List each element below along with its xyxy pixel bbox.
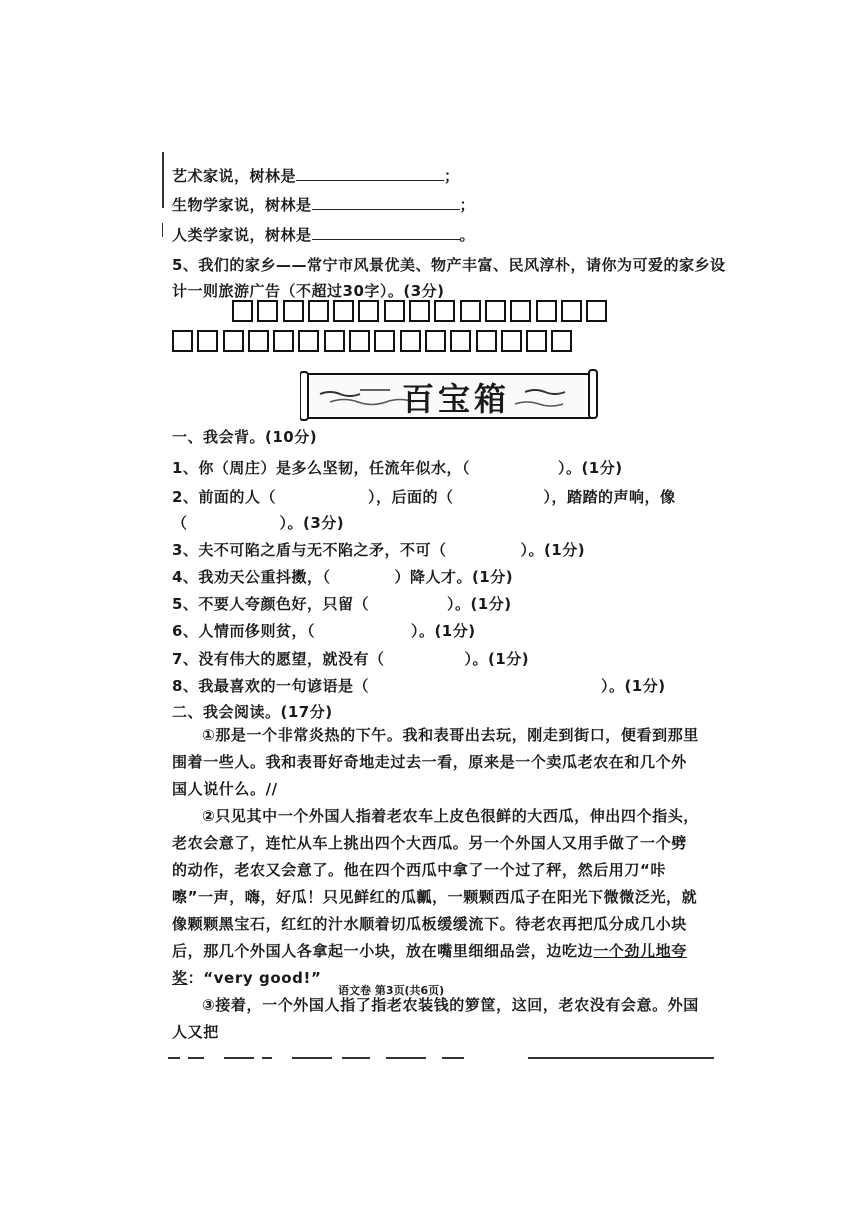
answer-box[interactable]	[283, 300, 304, 322]
q5-line1: 5、我们的家乡——常宁市风景优美、物产丰富、民风淳朴，请你为可爱的家乡设	[172, 256, 726, 274]
answer-box[interactable]	[257, 300, 278, 322]
answer-box[interactable]	[197, 330, 218, 352]
scan-dash	[292, 1057, 332, 1059]
passage-paragraph-1: ①那是一个非常炎热的下午。我和表哥出去玩，刚走到街口，便看到那里围着一些人。我和表哥好奇地走过去一看，原来是一个卖瓜老农在和几个外国人说什么。//	[172, 726, 699, 798]
answer-box[interactable]	[232, 300, 253, 322]
scan-dash	[168, 1057, 180, 1059]
scan-dash	[224, 1057, 254, 1059]
answer-box[interactable]	[551, 330, 572, 352]
fill-line-artist: 艺术家说，树林是 ；	[172, 167, 460, 185]
section1-heading: 一、我会背。(10分)	[172, 428, 318, 446]
answer-box[interactable]	[358, 300, 379, 322]
treasure-box-banner	[300, 368, 598, 422]
recite-item-8: 8、我最喜欢的一句谚语是（ ）。(1分)	[172, 677, 666, 695]
answer-box[interactable]	[384, 300, 405, 322]
scan-dash	[188, 1057, 204, 1059]
fill-line-anthropologist: 人类学家说，树林是 。	[172, 226, 476, 244]
answer-box[interactable]	[248, 330, 269, 352]
section2-heading: 二、我会阅读。(17分)	[172, 703, 333, 721]
answer-box-row-2	[172, 330, 572, 352]
answer-box[interactable]	[273, 330, 294, 352]
scan-dash	[528, 1057, 714, 1059]
margin-bar	[162, 152, 164, 208]
fill-line-biologist: 生物学家说，树林是 ；	[172, 196, 476, 214]
q5-line2: 计一则旅游广告（不超过30字）。(3分)	[172, 282, 445, 300]
answer-box[interactable]	[460, 300, 481, 322]
answer-box[interactable]	[400, 330, 421, 352]
answer-box[interactable]	[374, 330, 395, 352]
answer-box[interactable]	[536, 300, 557, 322]
answer-box[interactable]	[485, 300, 506, 322]
scan-dash	[262, 1057, 272, 1059]
scan-dash	[342, 1057, 370, 1059]
scan-dash	[442, 1057, 464, 1059]
answer-box[interactable]	[434, 300, 455, 322]
answer-box[interactable]	[223, 330, 244, 352]
recite-item-4: 4、我劝天公重抖擞，（ ）降人才。(1分)	[172, 568, 514, 586]
answer-box[interactable]	[333, 300, 354, 322]
margin-bar-short	[162, 223, 163, 237]
answer-box[interactable]	[425, 330, 446, 352]
passage-paragraph-2: ②只见其中一个外国人指着老农车上皮色很鲜的大西瓜，伸出四个指头，老农会意了，连忙从车上挑出四个大西瓜。另一个外国人又用手做了一个劈的动作，老农又会意了。他在四个西瓜中拿了一个过了秤，然后用刀“咔嚓”一声，嗨，好瓜！只见鲜红的瓜瓤，一颗颗西瓜子在阳光下微微泛光，就像颗颗黑宝石，红红的汁水顺着切瓜板缓缓流下。待老农再把瓜分成几小块后，那几个外国人各拿起一小块，放在嘴里细细品尝，边吃边一个劲儿地夸奖：“very good!”	[172, 807, 699, 987]
answer-box[interactable]	[349, 330, 370, 352]
answer-box[interactable]	[561, 300, 582, 322]
recite-item-1: 1、你（周庄）是多么坚韧，任流年似水，（ ）。(1分)	[172, 459, 623, 477]
scan-dash	[386, 1057, 426, 1059]
recite-item-5: 5、不要人夸颜色好，只留（ ）。(1分)	[172, 595, 512, 613]
page-footer: 语文卷 第3页(共6页)	[338, 984, 445, 997]
banner-title: 百宝箱	[402, 380, 511, 418]
answer-box[interactable]	[298, 330, 319, 352]
answer-box[interactable]	[510, 300, 531, 322]
recite-item-6: 6、人情而侈则贫，（ ）。(1分)	[172, 622, 476, 640]
answer-box[interactable]	[409, 300, 430, 322]
answer-box-row-1	[232, 300, 607, 322]
underlined-phrase: 一个劲儿地夸奖	[172, 942, 687, 987]
recite-item-3: 3、夫不可陷之盾与无不陷之矛，不可（ ）。(1分)	[172, 541, 586, 559]
answer-box[interactable]	[172, 330, 193, 352]
passage-paragraph-3: ③接着，一个外国人指了指老农装钱的箩筐，这回，老农没有会意。外国人又把	[172, 996, 699, 1041]
recite-item-2: 2、前面的人（ ），后面的（ ），踏踏的声响，像	[172, 488, 676, 506]
answer-box[interactable]	[450, 330, 471, 352]
answer-box[interactable]	[501, 330, 522, 352]
answer-box[interactable]	[586, 300, 607, 322]
answer-box[interactable]	[476, 330, 497, 352]
answer-box[interactable]	[324, 330, 345, 352]
recite-item-2-cont: （ ）。(3分)	[172, 514, 345, 532]
recite-item-7: 7、没有伟大的愿望，就没有（ ）。(1分)	[172, 650, 530, 668]
answer-box[interactable]	[526, 330, 547, 352]
answer-box[interactable]	[308, 300, 329, 322]
